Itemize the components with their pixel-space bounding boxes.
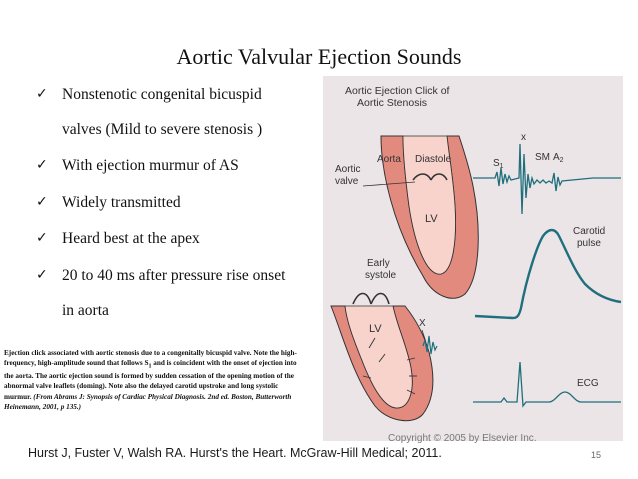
label-pulse: pulse — [577, 238, 601, 249]
systole-heart-illustration — [331, 294, 433, 421]
label-early: Early — [367, 258, 390, 269]
ecg-trace — [473, 362, 621, 406]
label-a2: $A_2$ — [553, 152, 564, 164]
checkmark-icon: ✓ — [36, 266, 48, 283]
bullet-text-continued: valves (Mild to severe stenosis ) — [62, 120, 263, 138]
checkmark-icon: ✓ — [36, 230, 48, 247]
bullet-item — [36, 230, 326, 249]
figure-copyright: Copyright © 2005 by Elsevier Inc. — [388, 433, 537, 444]
label-lv-top: LV — [425, 213, 438, 225]
bullet-text: Nonstenotic congenital bicuspid — [62, 86, 262, 103]
bullet-item — [36, 194, 326, 213]
bullet-text-continued: in aorta — [62, 301, 109, 319]
bullet-text: 20 to 40 ms after pressure rise onset — [62, 266, 286, 284]
bullet-item — [36, 157, 326, 176]
caption-source: (From Abrams J: Synopsis of Cardiac Physical Diagnosis. 2nd ed. Boston, Butterworth Heinemann, 2001, p 135.) — [4, 392, 292, 411]
page-number: 15 — [591, 450, 602, 460]
bullet-text: With ejection murmur of AS — [62, 157, 239, 175]
bullet-item — [36, 267, 326, 320]
heart-sound-figure — [323, 76, 623, 444]
bullet-list — [36, 86, 326, 338]
caption-subscript: 1 — [148, 363, 152, 370]
slide-title: Aortic Valvular Ejection Sounds — [176, 44, 462, 69]
label-lv-bottom: LV — [369, 323, 382, 335]
label-carotid: Carotid — [573, 226, 606, 237]
label-valve: valve — [335, 176, 359, 187]
figure-caption — [4, 348, 304, 412]
bullet-text: Heard best at the apex — [62, 230, 200, 248]
label-ecg: ECG — [577, 378, 599, 389]
citation-reference: Hurst J, Fuster V, Walsh RA. Hurst's the Heart. McGraw-Hill Medical; 2011. — [28, 446, 442, 460]
label-systole: systole — [365, 270, 397, 281]
label-diastole: Diastole — [415, 154, 452, 165]
bullet-item — [36, 86, 326, 139]
label-aortic: Aortic — [335, 164, 361, 175]
caption-text: Ejection click associated with aortic stenosis due to a congenitally bicuspid valve. Note the high-frequency, high-amplitude sound that follows S — [4, 349, 297, 368]
checkmark-icon: ✓ — [36, 157, 48, 174]
label-sm: SM — [535, 152, 550, 163]
label-x: x — [521, 132, 526, 143]
figure-heading-line2: Aortic Stenosis — [357, 97, 428, 109]
label-x-small: X — [419, 318, 426, 329]
label-aorta: Aorta — [377, 154, 401, 165]
caption-text-continued: and is coincident with the onset of ejection into the aorta. The aortic ejection sound is formed by sudden cessation of the opening motion of the abnormal valve leaflets (doming). Note also the delayed carotid upstroke and long systolic murmur. — [4, 359, 297, 401]
label-s1: $S_1$ — [493, 158, 504, 170]
checkmark-icon: ✓ — [36, 193, 48, 210]
figure-heading-line1: Aortic Ejection Click of — [345, 85, 450, 97]
figure-drawing — [323, 76, 623, 444]
checkmark-icon: ✓ — [36, 86, 48, 102]
bullet-text: Widely transmitted — [62, 193, 181, 211]
